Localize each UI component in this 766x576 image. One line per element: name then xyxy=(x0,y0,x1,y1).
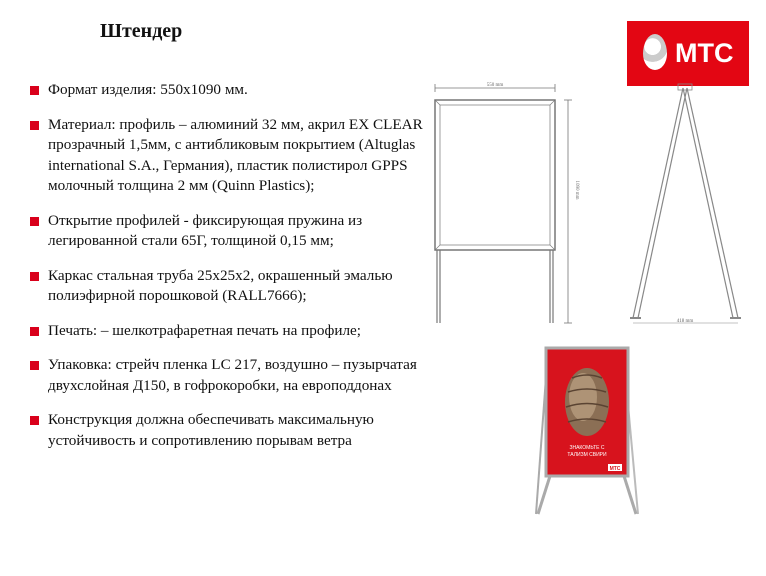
egg-icon xyxy=(643,34,667,70)
stand-photo xyxy=(528,342,643,522)
spec-item: Печать: – шелкотрафаретная печать на профиле; xyxy=(30,321,440,342)
spec-item: Открытие профилей - фиксирующая пружина из легированной стали 65Г, толщиной 0,15 мм; xyxy=(30,211,440,252)
spec-item: Упаковка: стрейч пленка LC 217, воздушно – пузырчатая двухслойная Д150, в гофрокоробки, на европоддонах xyxy=(30,355,440,396)
spec-item: Конструкция должна обеспечивать максимальную устойчивость и сопротивлению порывам ветра xyxy=(30,410,440,451)
spec-item: Каркас стальная труба 25х25х2, окрашенный эмалью полиэфирной порошковой (RALL7666); xyxy=(30,266,440,307)
height-label: 1090 mm xyxy=(574,180,579,200)
side-view xyxy=(630,84,741,323)
spec-item: Материал: профиль – алюминий 32 мм, акрил EX CLEAR прозрачный 1,5мм, с антибликовым покрытием (Altuglas international S.A., Германия), пластик полистирол GPPS молочный толщина 2 мм (Quinn Plastics); xyxy=(30,115,440,197)
side-width-label: 418 mm xyxy=(676,319,694,324)
technical-drawing xyxy=(420,80,750,330)
logo-text: МТС xyxy=(675,38,734,68)
photo-brand: МТС xyxy=(609,466,621,472)
photo-caption-1: ЗНАКОМЬТЕ С xyxy=(569,445,605,451)
spec-list xyxy=(30,80,440,451)
photo-caption-2: ТАЛИЗМ СВИРИ xyxy=(567,452,607,458)
mts-logo xyxy=(627,21,749,86)
front-width-label: 550 mm xyxy=(486,83,504,88)
spec-item: Формат изделия: 550х1090 мм. xyxy=(30,80,440,101)
front-view xyxy=(435,84,572,323)
slide-title: Штендер xyxy=(100,20,183,42)
